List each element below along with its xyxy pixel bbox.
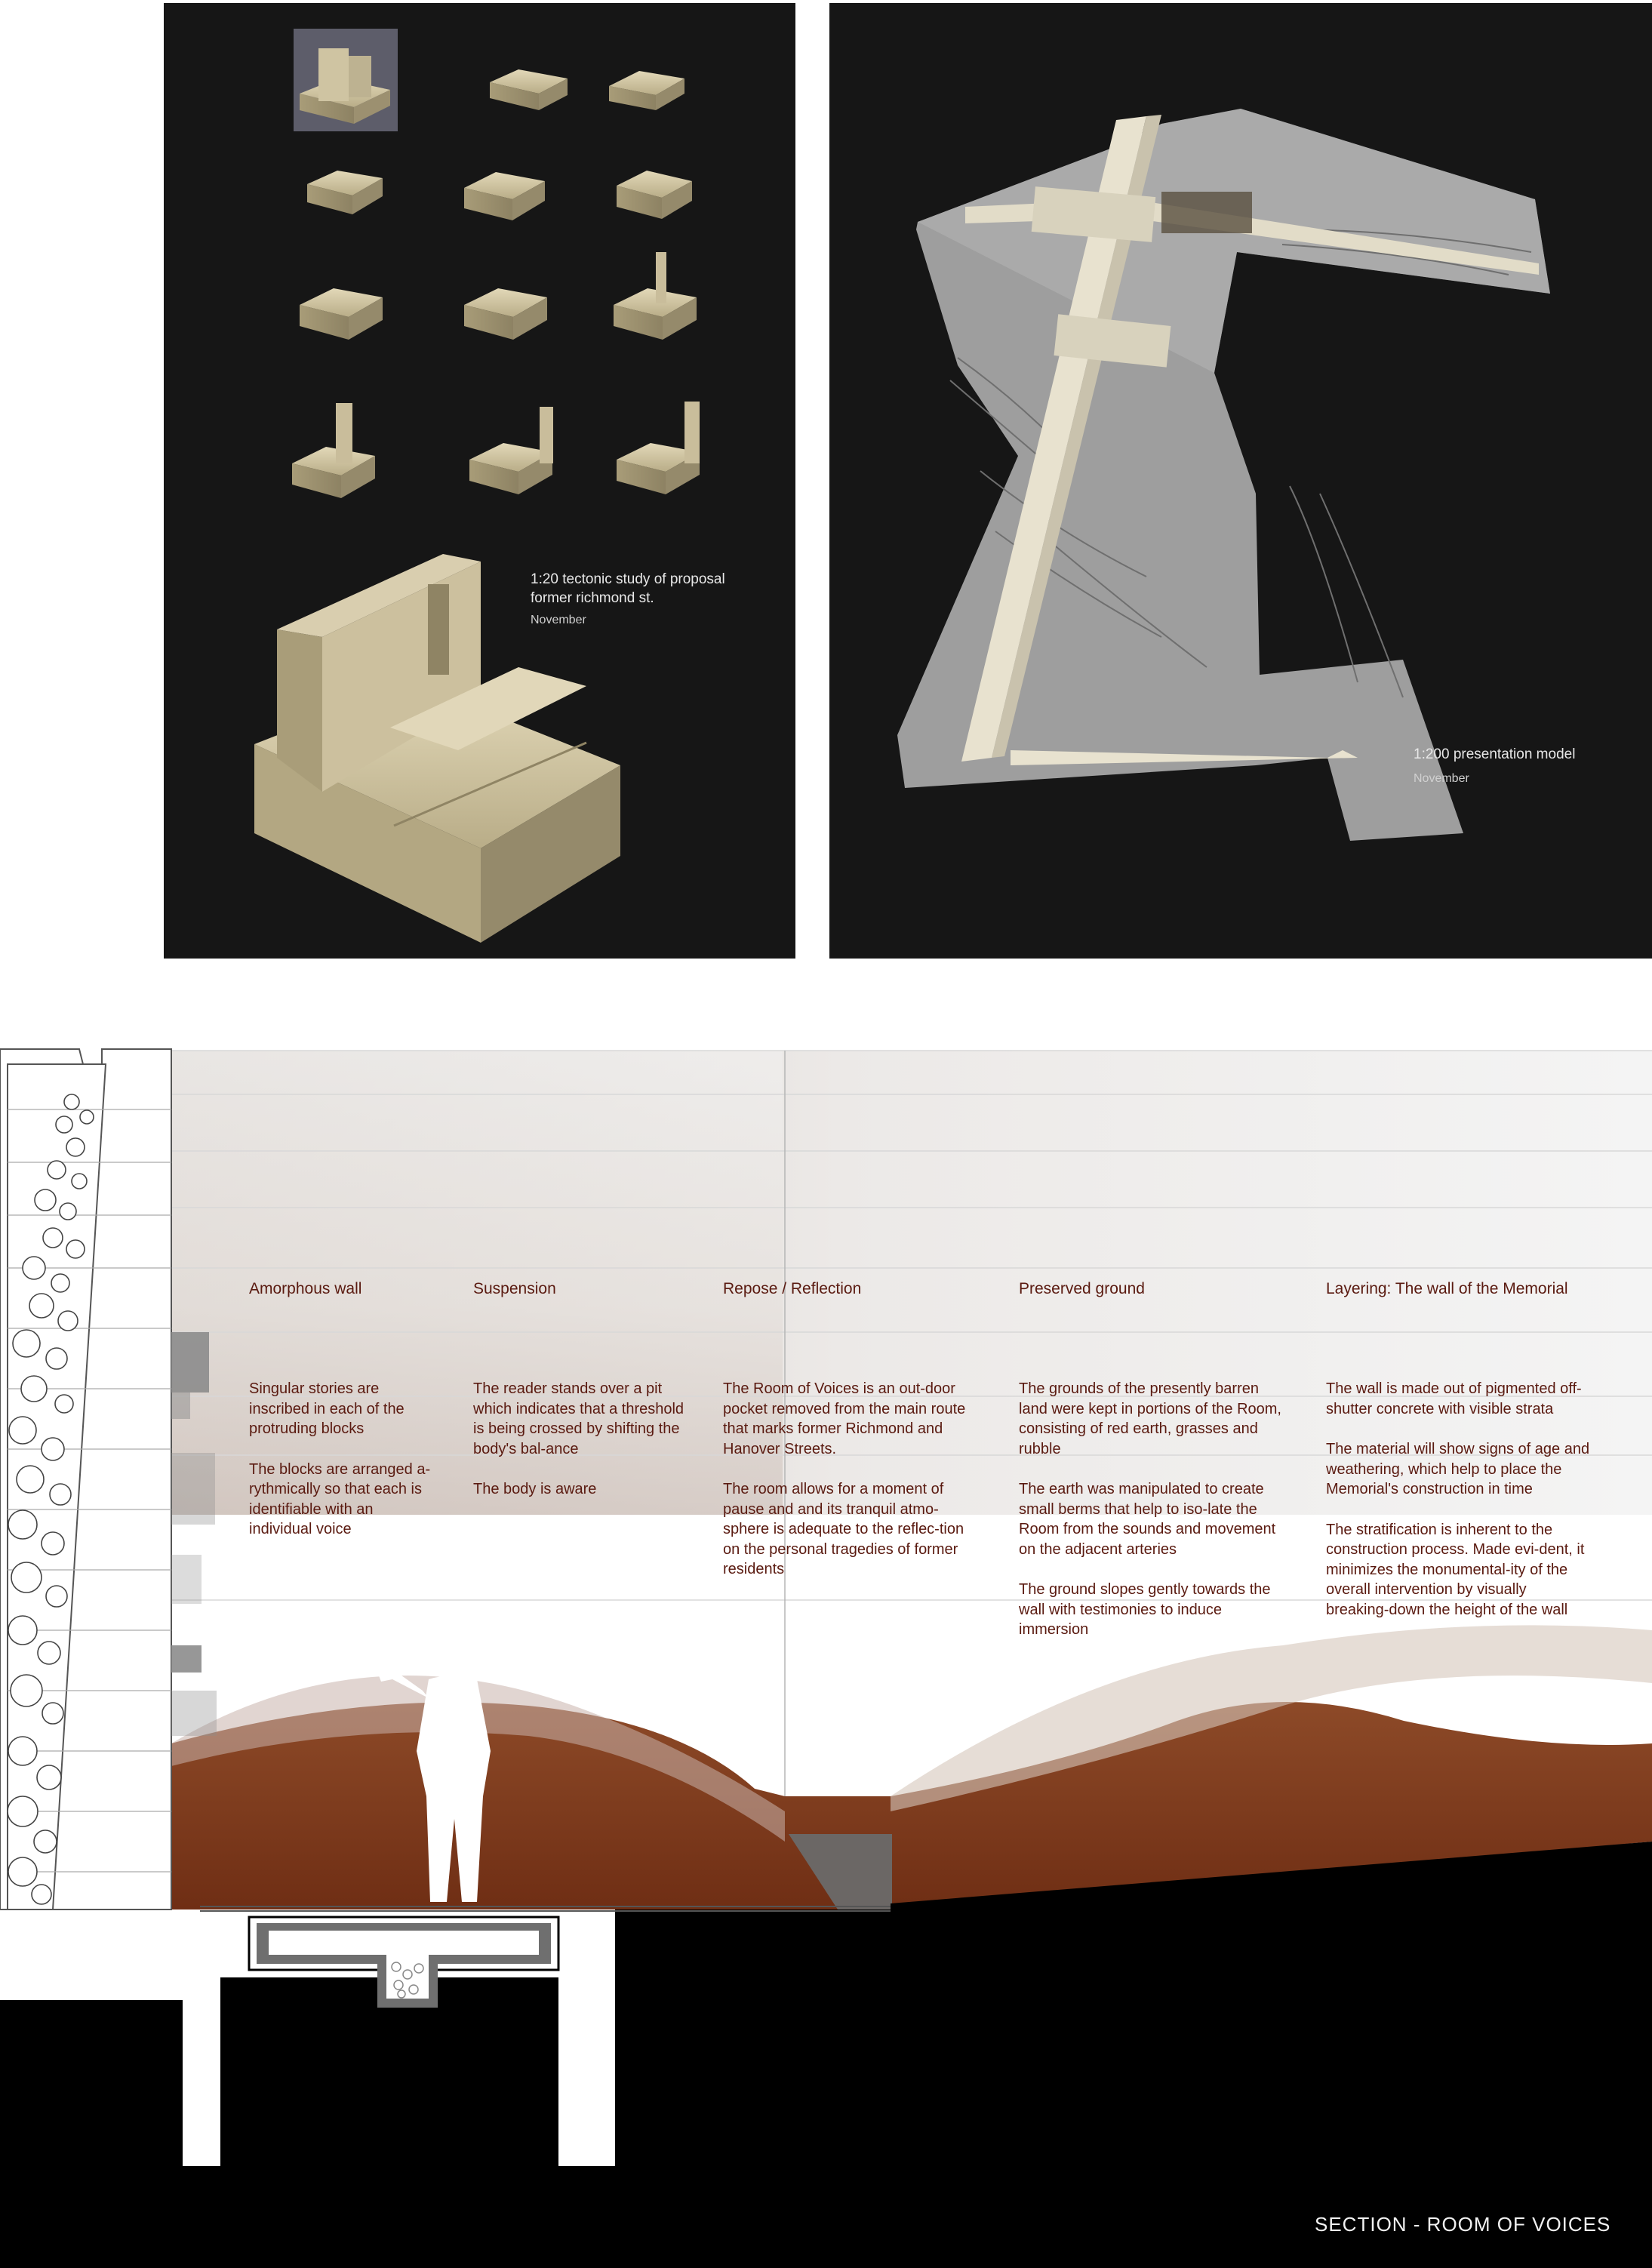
- tectonic-study-panel: [164, 3, 795, 959]
- paragraph: The wall is made out of pigmented off-shutter concrete with visible strata: [1326, 1380, 1582, 1417]
- presentation-caption: 1:200 presentation model: [1414, 746, 1576, 762]
- presentation-model-photo: [829, 3, 1652, 959]
- paragraph: The earth was manipulated to create small berms that help to iso-late the Room from the sounds and movement on the adjacent arteries: [1019, 1481, 1276, 1558]
- paragraph: Singular stories are inscribed in each of the protruding blocks: [249, 1380, 405, 1437]
- tectonic-models-photo: [164, 3, 795, 959]
- foundation-void-right: [558, 1909, 615, 2166]
- column-text-layering: [1326, 1379, 1590, 1640]
- paragraph: The stratification is inherent to the construction process. Made evi-dent, it minimizes the monumental-ity of the overall intervention by visually breaking-down the height of the wall: [1326, 1521, 1585, 1618]
- column-heading-suspension: Suspension: [473, 1280, 556, 1297]
- column-heading-layering: Layering: The wall of the Memorial: [1326, 1280, 1568, 1297]
- paragraph: The material will show signs of age and weathering, which help to place the Memorial's construction in time: [1326, 1441, 1590, 1497]
- paragraph: The body is aware: [473, 1481, 597, 1497]
- column-text-preserved-ground: [1019, 1379, 1291, 1660]
- tectonic-caption-date: November: [531, 614, 586, 626]
- study-row-4: [292, 402, 700, 498]
- study-row-1: [490, 69, 684, 110]
- column-text-repose-reflection: [723, 1379, 977, 1600]
- column-text-suspension: [473, 1379, 689, 1520]
- column-text-amorphous-wall: [249, 1379, 438, 1560]
- study-row-3: [300, 252, 697, 340]
- paragraph: The reader stands over a pit which indicates that a threshold is being crossed by shifting the body's bal-ance: [473, 1380, 684, 1457]
- presentation-caption-date: November: [1414, 772, 1469, 785]
- paragraph: The grounds of the presently barren land were kept in portions of the Room, consisting of red earth, grasses and rubble: [1019, 1380, 1281, 1457]
- section-drawing: [0, 1042, 1652, 2268]
- column-heading-repose-reflection: Repose / Reflection: [723, 1280, 862, 1297]
- tectonic-caption-line1: 1:20 tectonic study of proposal: [531, 571, 725, 587]
- paragraph: The blocks are arranged a-rythmically so that each is identifiable with an individual voice: [249, 1460, 431, 1537]
- column-heading-amorphous-wall: Amorphous wall: [249, 1280, 362, 1297]
- paragraph: The Room of Voices is an out-door pocket removed from the main route that marks former Richmond and Hanover Streets.: [723, 1380, 966, 1457]
- paragraph: The room allows for a moment of pause and and its tranquil atmo-sphere is adequate to the reflec-tion on the personal tragedies of former residents: [723, 1481, 964, 1577]
- section-title: SECTION - ROOM OF VOICES: [1315, 2213, 1611, 2236]
- presentation-model-panel: [829, 3, 1652, 959]
- paragraph: The ground slopes gently towards the wall with testimonies to induce immersion: [1019, 1581, 1271, 1638]
- column-heading-preserved-ground: Preserved ground: [1019, 1280, 1145, 1297]
- study-row-2: [307, 171, 692, 220]
- tectonic-caption-line2: former richmond st.: [531, 590, 654, 606]
